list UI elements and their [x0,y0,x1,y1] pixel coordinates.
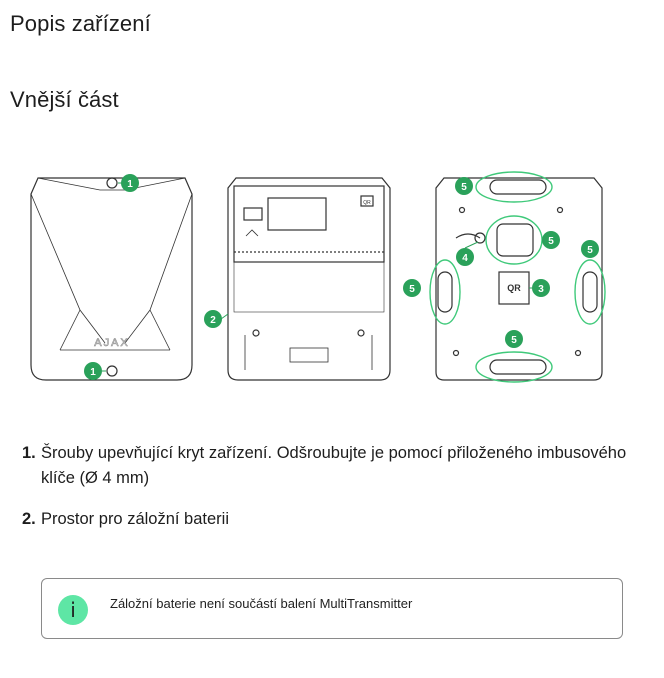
svg-text:5: 5 [587,245,593,256]
qr-small: QR [363,200,371,206]
info-icon: i [58,595,88,625]
subsection-title: Vnější část [10,87,119,112]
list-item [22,507,642,532]
svg-text:1: 1 [127,179,133,190]
info-note [41,578,623,639]
callout-1-bottom [84,362,106,380]
svg-text:5: 5 [511,335,517,346]
svg-text:5: 5 [548,236,554,247]
callout-5-center [542,231,560,249]
qr-label: QR [507,283,521,293]
callout-1-top [118,174,139,192]
list-item [22,441,642,491]
callout-5-left [403,279,421,297]
device-board [228,178,390,380]
svg-text:4: 4 [462,253,468,264]
list-item-number: 1. [22,444,36,462]
callout-2 [204,310,228,328]
logo-text: AJAX [94,337,130,349]
svg-text:5: 5 [461,182,467,193]
callout-4 [456,242,478,266]
device-illustration [0,160,664,400]
callout-5-top [455,177,473,195]
device-back-panel [436,178,602,380]
component-list [22,441,642,548]
section-title: Popis zařízení [10,11,151,36]
svg-text:1: 1 [90,367,96,378]
info-note-text: Záložní baterie není součástí balení MultiTransmitter [110,596,413,611]
device-front-cover [31,178,192,380]
callout-5-right [581,240,599,258]
svg-text:2: 2 [210,315,216,326]
list-item-text: Šrouby upevňující kryt zařízení. Odšroubujte je pomocí přiloženého imbusového klíče (Ø 4 mm) [41,444,627,487]
list-item-number: 2. [22,510,36,528]
callout-3 [529,279,550,297]
svg-text:3: 3 [538,284,544,295]
svg-text:5: 5 [409,284,415,295]
list-item-text: Prostor pro záložní baterii [41,510,230,528]
callout-5-bottom [505,330,523,348]
